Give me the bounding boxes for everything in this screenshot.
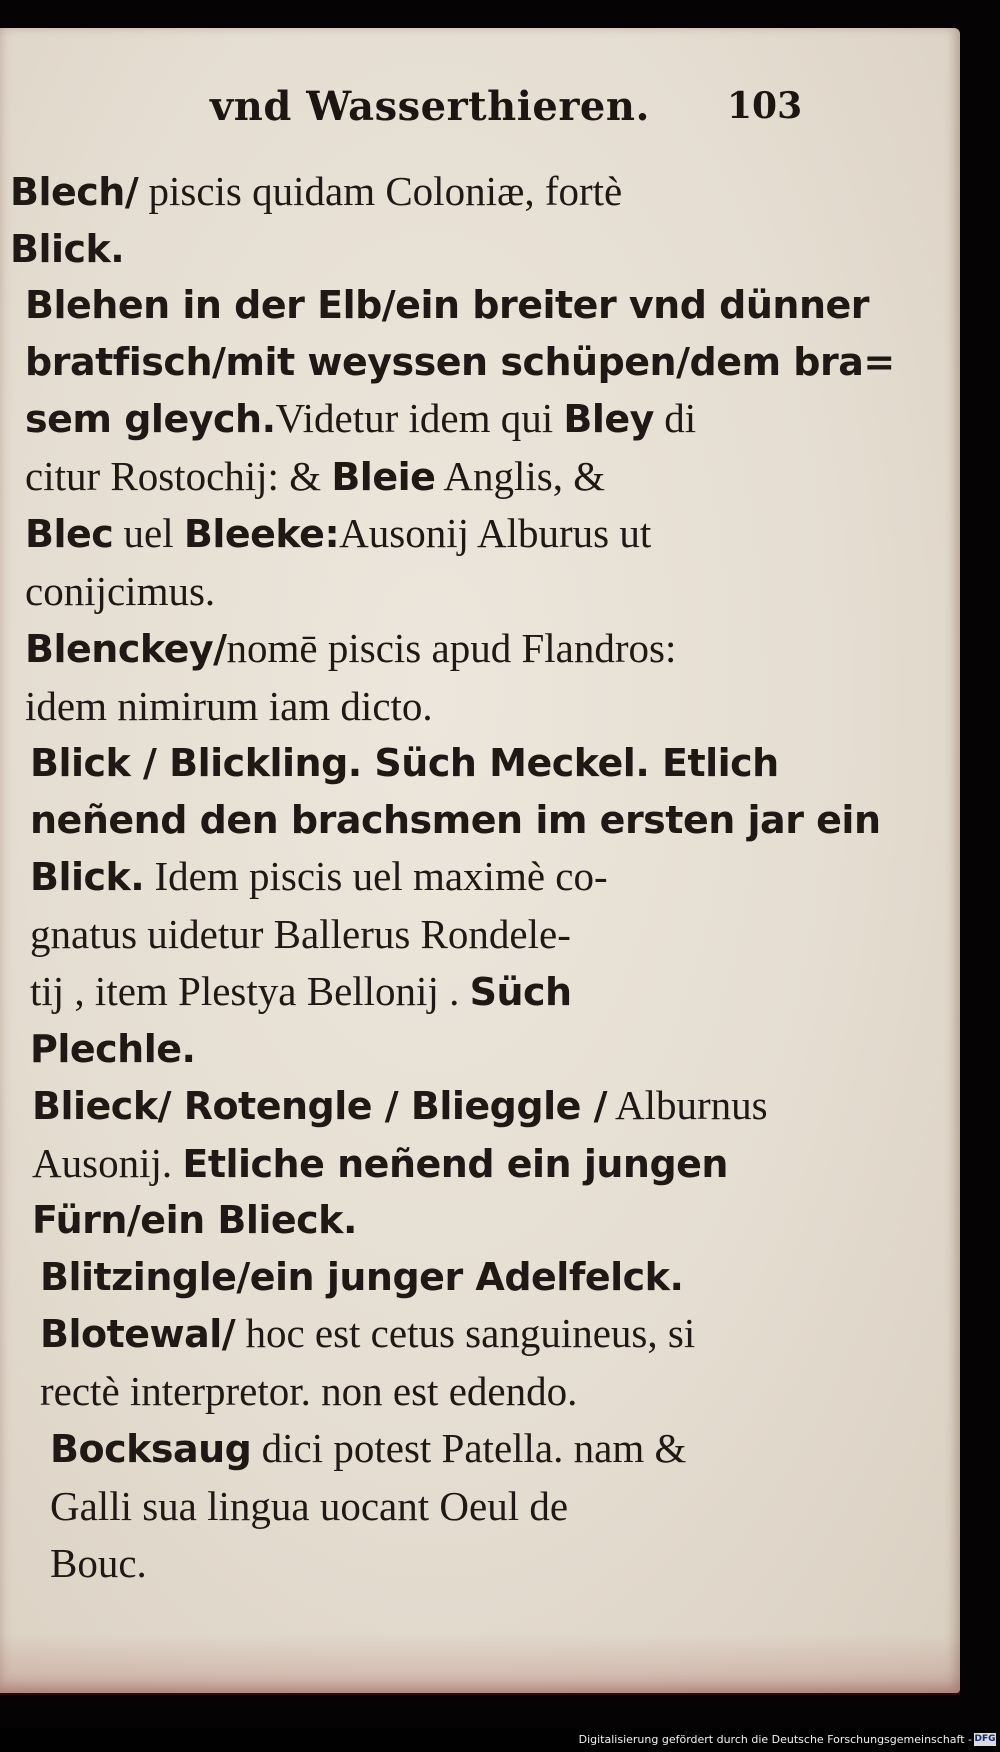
dfg-logo: DFG (974, 1734, 996, 1744)
latin-text: nomē piscis apud Flandros: (226, 625, 677, 671)
text-line (30, 906, 920, 964)
book-page (0, 28, 960, 1693)
text-line (40, 1249, 920, 1306)
text-line (30, 1021, 920, 1078)
german-text: Blick. (30, 855, 145, 899)
latin-text: Videtur idem qui (275, 395, 564, 441)
latin-text: Anglis, & (435, 452, 606, 499)
german-text: Bocksaug (50, 1427, 252, 1471)
text-line (10, 221, 920, 278)
text-line (30, 735, 920, 792)
glossary-entry (50, 1420, 920, 1593)
latin-text: Alburnus (606, 1082, 768, 1128)
latin-text: Idem piscis uel maximè co- (144, 853, 608, 899)
german-text: bratfisch/mit weyssen schüpen/dem bra= (25, 339, 895, 384)
latin-text: rectè interpretor. non est edendo. (40, 1367, 578, 1414)
text-line (30, 963, 920, 1021)
glossary-entry (25, 620, 920, 735)
page-number: 103 (727, 85, 803, 127)
text-line (50, 1478, 920, 1536)
german-text: Blech/ (10, 170, 139, 214)
latin-text: Bouc. (50, 1540, 147, 1586)
text-line (25, 334, 920, 391)
german-text: Etliche neñend ein jungen (182, 1141, 728, 1186)
text-line (32, 1135, 920, 1193)
text-line (25, 390, 920, 448)
glossary-entry (25, 277, 920, 620)
footer-credit: Digitalisierung gefördert durch die Deutsche Forschungsgemeinschaft - (578, 1733, 972, 1746)
text-line (25, 678, 920, 736)
latin-text: Galli sua lingua uocant Oeul de (50, 1482, 569, 1529)
german-text: Blitzingle/ein junger Adelfelck. (40, 1254, 684, 1299)
german-text: Plechle. (30, 1026, 196, 1071)
glossary-entry (32, 1077, 920, 1249)
text-line (32, 1077, 920, 1135)
text-line (25, 277, 920, 334)
latin-text: uel (113, 510, 184, 556)
text-line (25, 448, 920, 506)
text-line (10, 163, 920, 221)
german-text: Blieck/ Rotengle / Blieggle / (32, 1084, 607, 1128)
latin-text: conijcimus. (25, 567, 216, 614)
text-line (32, 1192, 920, 1249)
german-text: Blick. (10, 226, 125, 271)
latin-text: citur Rostochij: & (25, 452, 332, 499)
glossary-entry (40, 1249, 920, 1306)
german-text: neñend den brachsmen im ersten jar ein (30, 797, 881, 842)
german-text: Fürn/ein Blieck. (32, 1198, 357, 1242)
glossary-entry (40, 1305, 920, 1420)
latin-text: di (653, 395, 697, 441)
glossary-entry (30, 735, 920, 1077)
german-text: Bleie (331, 454, 436, 499)
german-text: Blec (25, 512, 114, 556)
german-text: Bleeke: (183, 512, 340, 556)
text-line (25, 505, 920, 563)
glossary-entry (10, 163, 920, 277)
latin-text: gnatus uidetur Ballerus Rondele- (30, 910, 571, 957)
latin-text: idem nimirum iam dicto. (25, 682, 433, 729)
german-text: sem gleych. (25, 397, 276, 441)
text-line (30, 848, 920, 906)
text-line (50, 1535, 920, 1593)
page-header (0, 83, 960, 153)
text-line (30, 792, 920, 849)
latin-text: hoc est cetus sanguineus, si (235, 1310, 696, 1356)
german-text: Blenckey/ (25, 627, 227, 671)
text-line (40, 1363, 920, 1421)
latin-text: Ausonij. (32, 1139, 183, 1186)
german-text: Blotewal/ (40, 1312, 236, 1356)
german-text: Blehen in der Elb/ein breiter vnd dünner (25, 283, 870, 327)
german-text: Bley (563, 397, 654, 441)
german-text: Süch (469, 970, 572, 1014)
text-line (40, 1305, 920, 1363)
german-text: Blick / Blickling. Süch Meckel. Etlich (30, 741, 779, 785)
text-line (25, 620, 920, 678)
latin-text: dici potest Patella. nam & (251, 1425, 687, 1471)
running-head: vnd Wasserthieren. (210, 83, 650, 130)
glossary-text (10, 163, 920, 1593)
text-line (50, 1420, 920, 1478)
latin-text: tij , item Plestya Bellonij . (30, 968, 470, 1014)
text-line (25, 563, 920, 621)
latin-text: piscis quidam Coloniæ, fortè (138, 168, 623, 214)
page-bottom-shadow (0, 1633, 960, 1693)
latin-text: Ausonij Alburus ut (339, 510, 652, 556)
